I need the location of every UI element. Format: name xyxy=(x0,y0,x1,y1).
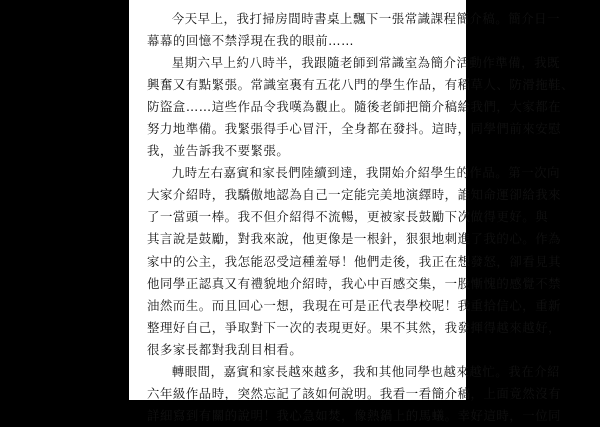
text-line: 六年級作品時，突然忘記了該如何說明。我看一看簡介稿，上面竟然沒有 xyxy=(147,385,562,401)
text-line: 轉眼間，嘉賓和家長越來越多，我和其他同學也越來越忙。我在介紹 xyxy=(171,363,561,379)
text-line: 我，並告訴我不要緊張。 xyxy=(147,143,290,159)
paragraph xyxy=(147,52,575,162)
text-line: 了一當頭一棒。我不但介紹得不流暢，更被家長鼓勵下次做得更好。與 xyxy=(147,209,549,225)
text-line: 防盜盒……這些作品令我嘆為觀止。隨後老師把簡介稿給我們，大家都在 xyxy=(147,99,562,115)
text-line: 大家介紹時，我驕傲地認為自己一定能完美地演繹時，誰知命運卻給我來 xyxy=(147,187,562,203)
essay-text xyxy=(147,8,575,427)
text-line: 今天早上，我打掃房間時書桌上飄下一張常識課程簡介稿。簡介日一 xyxy=(171,11,561,26)
text-line: 整理好自己，爭取對下一次的表現更好。果不其然，我發揮得越來越好， xyxy=(147,319,562,335)
document-page xyxy=(129,0,575,423)
paragraph xyxy=(147,162,562,360)
text-line: 很多家長都對我刮目相看。 xyxy=(147,341,303,357)
text-line: 興奮又有點緊張。常識室裏有五花八門的學生作品，有稻草人、防滑拖鞋、 xyxy=(147,77,575,93)
text-line: 詳細寫到有關的說明！我心急如焚，像熱鍋上的馬蟻。幸好這時，一位同 xyxy=(147,407,562,423)
paragraph xyxy=(147,8,561,52)
text-line: 幕幕的回憶不禁浮現在我的眼前…… xyxy=(147,33,355,49)
text-line: 星期六早上約八時半，我跟隨老師到常識室為簡介活動作準備，我既 xyxy=(171,55,561,71)
text-line: 努力地準備。我緊張得手心冒汗，全身都在發抖。這時，同學們前來安慰 xyxy=(147,121,562,137)
paragraph xyxy=(147,361,562,427)
text-line: 其言說是鼓勵，對我來說，他更像是一根針，狠狠地刺進了我的心。作為 xyxy=(147,231,562,247)
text-line: 九時左右嘉賓和家長們陸續到達，我開始介紹學生的作品。第一次向 xyxy=(171,165,561,181)
text-line: 他同學正認真又有禮貌地介紹時，我心中百感交集，一股慚愧的感覺不禁 xyxy=(147,275,562,291)
text-line: 家中的公主，我怎能忍受這種羞辱！他們走後，我正在想發怒，卻看見其 xyxy=(147,253,562,269)
text-line: 油然而生。而且回心一想，我現在可是正代表學校呢！我重拾信心，重新 xyxy=(147,297,562,313)
